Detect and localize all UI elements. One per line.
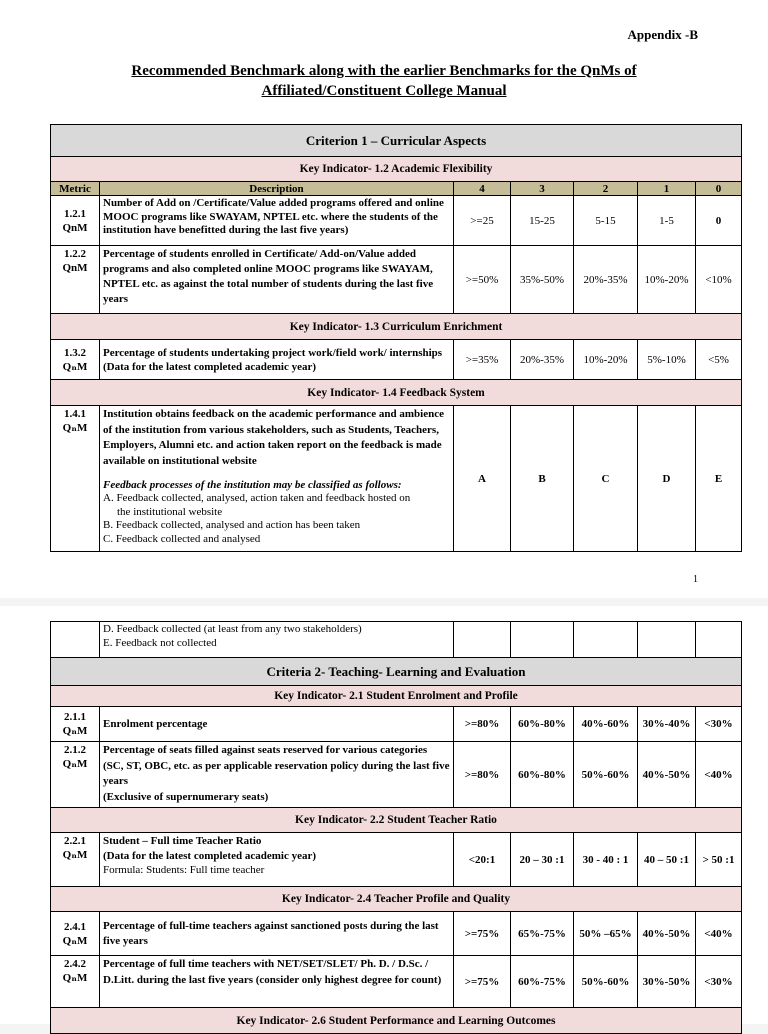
description-cell [100,622,454,658]
ratio-data-note: (Data for the latest completed academic year) [103,849,317,862]
score-1-cell: 40%-50% [638,912,696,956]
header-score-2: 2 [574,182,638,196]
score-0-cell: <40% [696,912,742,956]
criterion-2-heading: Criteria 2- Teaching- Learning and Evaluation [51,658,742,686]
table-row [51,833,742,887]
score-0-cell: <10% [696,246,742,314]
ratio-description: Student – Full time Teacher Ratio [103,835,262,847]
page-number: 1 [693,574,698,585]
score-4-cell: >=75% [454,912,511,956]
score-0-cell: > 50 :1 [696,833,742,887]
feedback-note: Feedback processes of the institution may be classified as follows: [103,479,402,491]
document-title [0,61,768,101]
score-1-cell: D [638,406,696,552]
score-4-cell: A [454,406,511,552]
key-indicator-2-1: Key Indicator- 2.1 Student Enrolment and Profile [51,686,742,707]
score-1-cell: 30%-40% [638,707,696,742]
header-score-4: 4 [454,182,511,196]
score-3-cell: 60%-80% [511,707,574,742]
score-2-cell: 10%-20% [574,340,638,380]
score-3-cell: 20%-35% [511,340,574,380]
score-2-cell: 30 - 40 : 1 [574,833,638,887]
score-4-cell: >=80% [454,742,511,808]
score-1-cell: 40 – 50 :1 [638,833,696,887]
score-2-cell: 5-15 [574,196,638,246]
description-cell: Percentage of students undertaking project work/field work/ internships (Data for the latest completed academic year) [100,340,454,380]
page-2 [0,606,768,1027]
score-3-cell: 65%-75% [511,912,574,956]
score-3-cell: 60%-75% [511,956,574,1008]
description-cell: Percentage of full-time teachers against sanctioned posts during the last five years [100,912,454,956]
score-1-cell: 30%-50% [638,956,696,1008]
metric-cell [51,622,100,658]
table-row [51,742,742,808]
score-0-cell: 0 [696,196,742,246]
score-3-cell: 35%-50% [511,246,574,314]
feedback-description: Institution obtains feedback on the academic performance and ambience of the institution from various stakeholders, such as Students, Teachers, Employers, Alumni etc. and action taken report on the feedback is made available on institutional website [103,408,444,467]
feedback-option-c: C. Feedback collected and analysed [103,532,261,545]
score-3-cell: 15-25 [511,196,574,246]
metric-cell: 1.2.2 QnM [51,246,100,314]
description-cell [100,406,454,552]
score-0-cell: <5% [696,340,742,380]
table-row [51,196,742,246]
seats-note: (Exclusive of supernumerary seats) [103,790,269,803]
score-2-cell: 50%-60% [574,742,638,808]
score-4-cell: <20:1 [454,833,511,887]
header-score-0: 0 [696,182,742,196]
score-0-cell: <30% [696,707,742,742]
description-cell: Number of Add on /Certificate/Value added programs offered and online MOOC programs like SWAYAM, NPTEL etc. where the students of the institution have benefitted during the last five years) [100,196,454,246]
seats-description: Percentage of seats filled against seats reserved for various categories (SC, ST, OBC, etc. as per applicable reservation policy during the last five years [103,744,450,787]
score-1-cell: 10%-20% [638,246,696,314]
key-indicator-1-2: Key Indicator- 1.2 Academic Flexibility [51,157,742,182]
description-cell: Enrolment percentage [100,707,454,742]
table-row [51,340,742,380]
score-2-cell: C [574,406,638,552]
feedback-option-a-cont: the institutional website [117,505,223,518]
score-4-cell: >=75% [454,956,511,1008]
benchmark-table-part-1 [50,124,742,552]
metric-cell: 2.1.1 QₙM [51,707,100,742]
table-row [51,912,742,956]
table-row [51,406,742,552]
table-row [51,707,742,742]
score-0-cell: <40% [696,742,742,808]
description-cell [100,742,454,808]
table-row [51,622,742,658]
key-indicator-1-3: Key Indicator- 1.3 Curriculum Enrichment [51,314,742,340]
score-1-cell: 40%-50% [638,742,696,808]
score-3-cell: 60%-80% [511,742,574,808]
table-row [51,956,742,1008]
score-2-cell: 50%-60% [574,956,638,1008]
header-description: Description [100,182,454,196]
feedback-option-e: E. Feedback not collected [103,636,217,649]
title-line-2: Affiliated/Constituent College Manual [261,83,507,99]
feedback-option-d: D. Feedback collected (at least from any two stakeholders) [103,623,362,635]
metric-cell: 1.3.2 QₙM [51,340,100,380]
key-indicator-2-6: Key Indicator- 2.6 Student Performance and Learning Outcomes [51,1008,742,1034]
description-cell: Percentage of full time teachers with NET/SET/SLET/ Ph. D. / D.Sc. / D.Litt. during the last five years (consider only highest degree for count) [100,956,454,1008]
header-metric: Metric [51,182,100,196]
appendix-label: Appendix -B [627,27,698,42]
score-4-cell: >=35% [454,340,511,380]
score-2-cell: 20%-35% [574,246,638,314]
score-3-cell: 20 – 30 :1 [511,833,574,887]
title-line-1: Recommended Benchmark along with the earlier Benchmarks for the QnMs of [131,63,637,79]
description-cell: Percentage of students enrolled in Certificate/ Add-on/Value added programs and also completed online MOOC programs like SWAYAM, NPTEL etc. as against the total number of students during the last five years [100,246,454,314]
metric-cell: 2.1.2 QₙM [51,742,100,808]
metric-cell: 2.4.2 QₙM [51,956,100,1008]
benchmark-table-part-2 [50,621,742,1034]
metric-cell: 1.4.1 QₙM [51,406,100,552]
table-row [51,246,742,314]
score-4-cell: >=50% [454,246,511,314]
score-1-cell: 5%-10% [638,340,696,380]
key-indicator-2-4: Key Indicator- 2.4 Teacher Profile and Quality [51,887,742,912]
criterion-1-heading: Criterion 1 – Curricular Aspects [51,125,742,157]
feedback-option-b: B. Feedback collected, analysed and action has been taken [103,519,361,531]
score-4-cell: >=25 [454,196,511,246]
metric-cell: 1.2.1 QnM [51,196,100,246]
header-score-1: 1 [638,182,696,196]
ratio-formula: Formula: Students: Full time teacher [103,864,265,876]
score-2-cell: 40%-60% [574,707,638,742]
key-indicator-2-2: Key Indicator- 2.2 Student Teacher Ratio [51,808,742,833]
score-0-cell: <30% [696,956,742,1008]
feedback-option-a: A. Feedback collected, analysed, action taken and feedback hosted on [103,492,411,504]
metric-cell: 2.4.1 QₙM [51,912,100,956]
score-2-cell: 50% –65% [574,912,638,956]
table-header-row [51,182,742,196]
score-4-cell: >=80% [454,707,511,742]
key-indicator-1-4: Key Indicator- 1.4 Feedback System [51,380,742,406]
description-cell [100,833,454,887]
header-score-3: 3 [511,182,574,196]
metric-cell: 2.2.1 QₙM [51,833,100,887]
score-0-cell: E [696,406,742,552]
score-3-cell: B [511,406,574,552]
score-1-cell: 1-5 [638,196,696,246]
